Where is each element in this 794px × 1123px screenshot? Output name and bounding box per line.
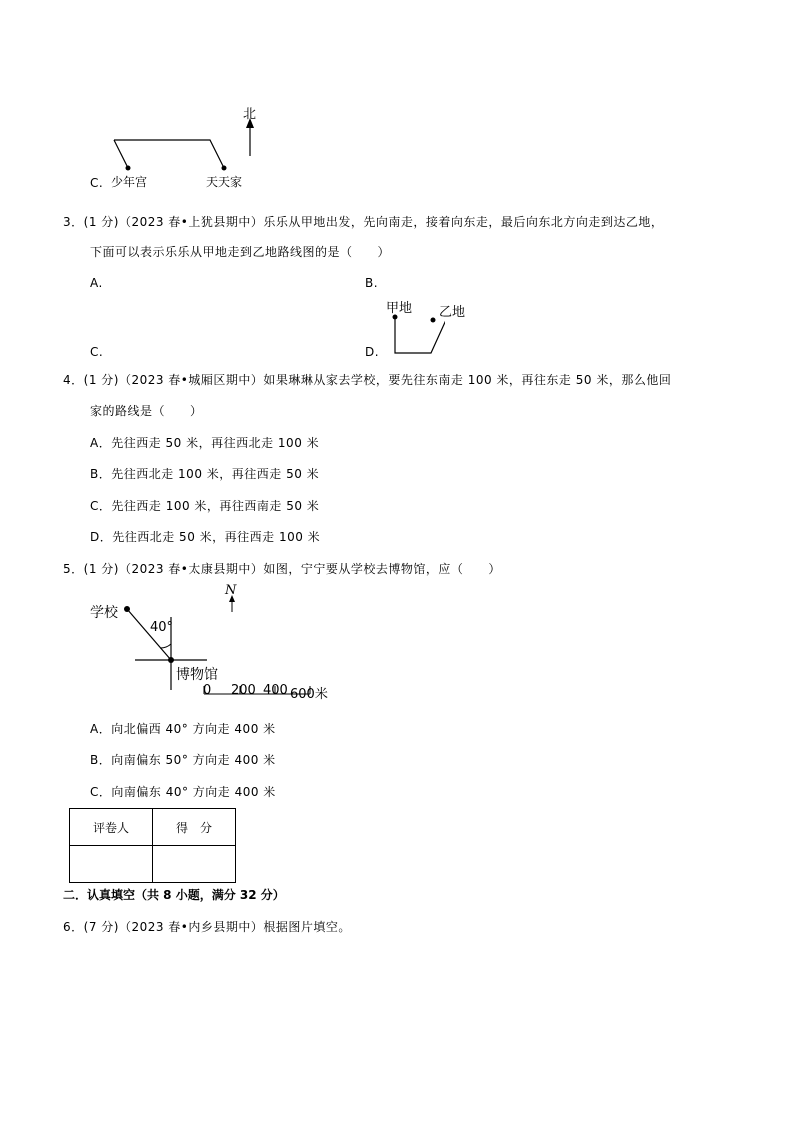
scale-tick-400: 400 xyxy=(263,683,288,698)
north-label: N xyxy=(225,583,237,598)
scale-tick-200: 200 xyxy=(231,683,256,698)
q4-stem-line1: 4．(1 分)（2023 春•城厢区期中）如果琳琳从家去学校，要先往东南走 100 米，再往东走 50 米，那么他回 xyxy=(63,373,672,387)
d-end-label: 乙地 xyxy=(439,305,466,320)
q5-stem: 5．(1 分)（2023 春•太康县期中）如图，宁宁要从学校去博物馆，应（ ） xyxy=(63,562,501,576)
q3-stem-line1: 3．(1 分)（2023 春•上犹县期中）乐乐从甲地出发，先向南走，接着向东走，最后向东北方向走到达乙地， xyxy=(63,215,664,229)
score-cell[interactable] xyxy=(153,846,236,883)
q6-stem: 6．(7 分)（2023 春•内乡县期中）根据图片填空。 xyxy=(63,920,351,934)
q3-option-b[interactable]: B. xyxy=(365,276,379,290)
grader-cell[interactable] xyxy=(70,846,153,883)
section-2-title: 二．认真填空（共 8 小题，满分 32 分） xyxy=(63,888,285,902)
score-header: 得 分 xyxy=(153,809,236,846)
angle-label: 40° xyxy=(150,620,174,635)
q4-option-a[interactable]: A．先往西走 50 米，再往西北走 100 米 xyxy=(90,436,320,450)
q5-option-a[interactable]: A．向北偏西 40° 方向走 400 米 xyxy=(90,722,276,736)
end-point xyxy=(222,166,227,171)
point-label-left: 少年宫 xyxy=(111,175,148,189)
scale-tick-0: 0 xyxy=(203,683,212,698)
q3-option-c[interactable]: C. xyxy=(90,345,104,359)
option-letter: C. xyxy=(90,176,104,190)
end-point xyxy=(431,318,436,323)
q3-option-a[interactable]: A. xyxy=(90,276,103,290)
school-label: 学校 xyxy=(90,605,118,621)
q3-option-d[interactable]: D. xyxy=(365,345,380,359)
q4-option-b[interactable]: B．先往西北走 100 米，再往西走 50 米 xyxy=(90,467,320,481)
q4-option-c[interactable]: C．先往西走 100 米，再往西南走 50 米 xyxy=(90,499,320,513)
q3-d-route-diagram xyxy=(385,310,445,358)
q4-stem-line2: 家的路线是（ ） xyxy=(90,404,203,418)
q3-stem-line2: 下面可以表示乐乐从甲地走到乙地路线图的是（ ） xyxy=(90,245,391,259)
grader-table xyxy=(69,808,236,883)
q4-option-d[interactable]: D．先往西北走 50 米，再往西走 100 米 xyxy=(90,530,321,544)
museum-label: 博物馆 xyxy=(176,667,218,683)
d-start-label: 甲地 xyxy=(386,301,413,316)
point-label-right: 天天家 xyxy=(206,175,243,189)
q5-option-b[interactable]: B．向南偏东 50° 方向走 400 米 xyxy=(90,753,276,767)
north-label: 北 xyxy=(243,107,257,122)
start-point xyxy=(126,166,131,171)
q5-option-c[interactable]: C．向南偏东 40° 方向走 400 米 xyxy=(90,785,276,799)
scale-tick-600: 600米 xyxy=(290,687,328,702)
school-point xyxy=(124,606,130,612)
grader-header: 评卷人 xyxy=(70,809,153,846)
